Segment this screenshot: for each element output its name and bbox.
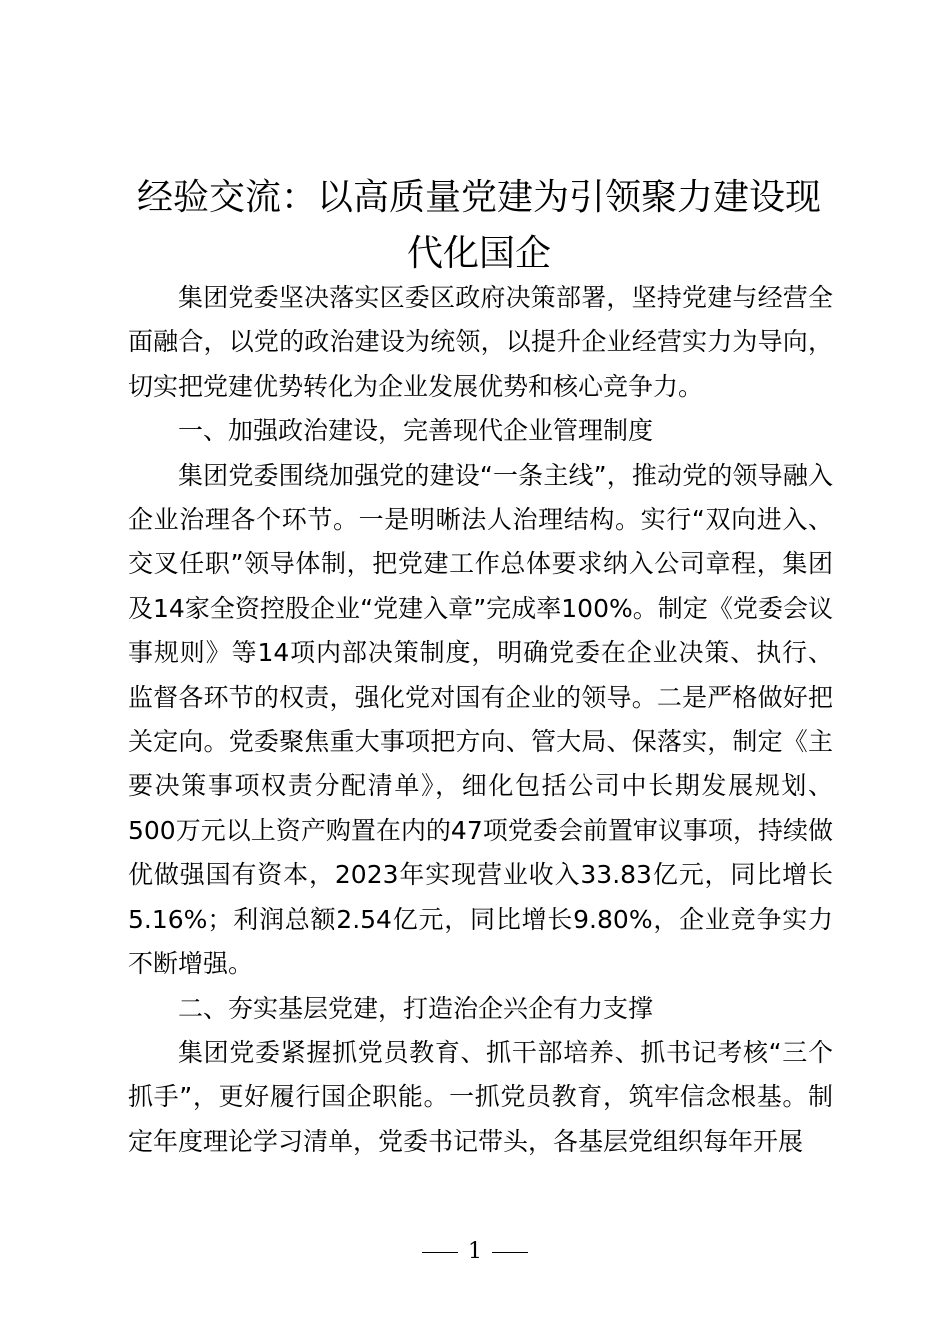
page-footer — [0, 1236, 950, 1268]
section-2-paragraph: 集团党委紧握抓党员教育、抓干部培养、抓书记考核“三个抓手”，更好履行国企职能。一抓党员教育，筑牢信念根基。制定年度理论学习清单，党委书记带头，各基层党组织每年开展 — [128, 1037, 833, 1156]
section-heading-1: 一、加强政治建设，完善现代企业管理制度 — [178, 416, 654, 446]
document-body — [128, 276, 833, 1164]
footer-dash-right — [492, 1252, 528, 1253]
page-number: 1 — [468, 1239, 482, 1264]
section-heading-2: 二、夯实基层党建，打造治企兴企有力支撑 — [178, 993, 654, 1023]
section-1-paragraph: 集团党委围绕加强党的建设“一条主线”，推动党的领导融入企业治理各个环节。一是明晰法人治理结构。实行“双向进入、交叉任职”领导体制，把党建工作总体要求纳入公司章程，集团及14家全资控股企业“党建入章”完成率100%。制定《党委会议事规则》等14项内部决策制度，明确党委在企业决策、执行、监督各环节的权责，强化党对国有企业的领导。二是严格做好把关定向。党委聚焦重大事项把方向、管大局、保落实，制定《主要决策事项权责分配清单》，细化包括公司中长期发展规划、500万元以上资产购置在内的47项党委会前置审议事项，持续做优做强国有资本，2023年实现营业收入33.83亿元，同比增长5.16%；利润总额2.54亿元，同比增长9.80%，企业竞争实力不断增强。 — [128, 460, 833, 979]
intro-paragraph: 集团党委坚决落实区委区政府决策部署，坚持党建与经营全面融合，以党的政治建设为统领，以提升企业经营实力为导向，切实把党建优势转化为企业发展优势和核心竞争力。 — [128, 283, 833, 401]
document-title: 经验交流：以高质量党建为引领聚力建设现代化国企 — [136, 177, 821, 274]
footer-dash-left — [422, 1252, 458, 1253]
